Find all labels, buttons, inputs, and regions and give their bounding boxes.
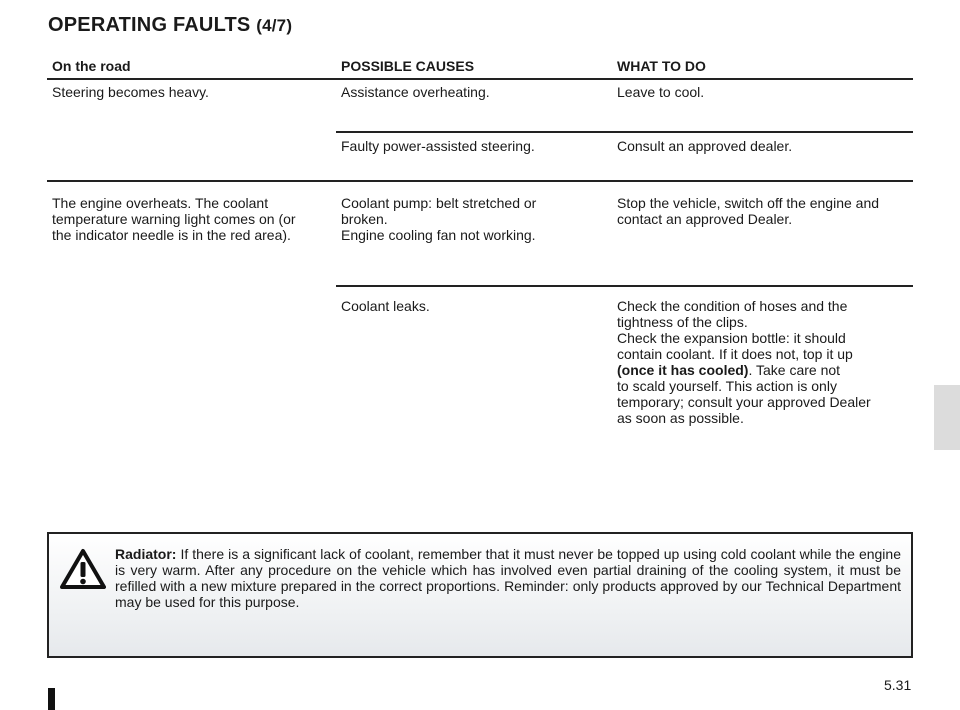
warning-text (115, 546, 901, 610)
header-on-the-road: On the road (52, 58, 131, 74)
warning-body: If there is a significant lack of coolant, remember that it must never be topped up using cold coolant while the engine is very warm. After any procedure on the vehicle which has involved even partial draining of the cooling system, it must be refilled with a new mixture prepared in the correct proportions. Reminder: only products approved by our Technical Department may be used for this purpose. (115, 546, 901, 610)
row-divider (336, 285, 913, 287)
warning-triangle-icon (60, 548, 106, 590)
header-what-to-do: WHAT TO DO (617, 58, 706, 74)
header-rule (47, 78, 913, 80)
page-title-part: (4/7) (256, 16, 293, 35)
symptom-engine-overheats: The engine overheats. The coolant temperature warning light comes on (or the indicator needle is in the red area). (52, 195, 296, 243)
cause-coolant-pump: Coolant pump: belt stretched or broken. Engine cooling fan not working. (341, 195, 537, 243)
corner-mark (48, 688, 55, 710)
cause-assistance-overheating: Assistance overheating. (341, 84, 490, 100)
warning-box (47, 532, 913, 658)
cause-coolant-leaks: Coolant leaks. (341, 298, 430, 314)
page-number: 5.31 (884, 677, 912, 693)
action-consult-dealer: Consult an approved dealer. (617, 138, 793, 154)
warning-label: Radiator: (115, 546, 177, 562)
symptom-steering: Steering becomes heavy. (52, 84, 209, 100)
action-check-hoses-text-end: . Take care not to scald yourself. This action is only temporary; consult your approved Dealer as soon as possible. (617, 362, 871, 426)
action-once-cooled: (once it has cooled) (617, 362, 749, 378)
action-check-hoses-text: Check the condition of hoses and the tightness of the clips. Check the expansion bottle: it should contain coolant. If it does not, top it up (617, 298, 853, 362)
action-check-hoses (617, 298, 912, 426)
page-title (48, 14, 292, 37)
action-stop-vehicle: Stop the vehicle, switch off the engine and contact an approved Dealer. (617, 195, 880, 227)
action-leave-to-cool: Leave to cool. (617, 84, 705, 100)
header-possible-causes: POSSIBLE CAUSES (341, 58, 475, 74)
cause-faulty-power-steering: Faulty power-assisted steering. (341, 138, 535, 154)
row-divider (336, 131, 913, 133)
page-title-text: OPERATING FAULTS (48, 14, 251, 36)
section-thumb-tab (934, 385, 960, 450)
row-divider (47, 180, 913, 182)
